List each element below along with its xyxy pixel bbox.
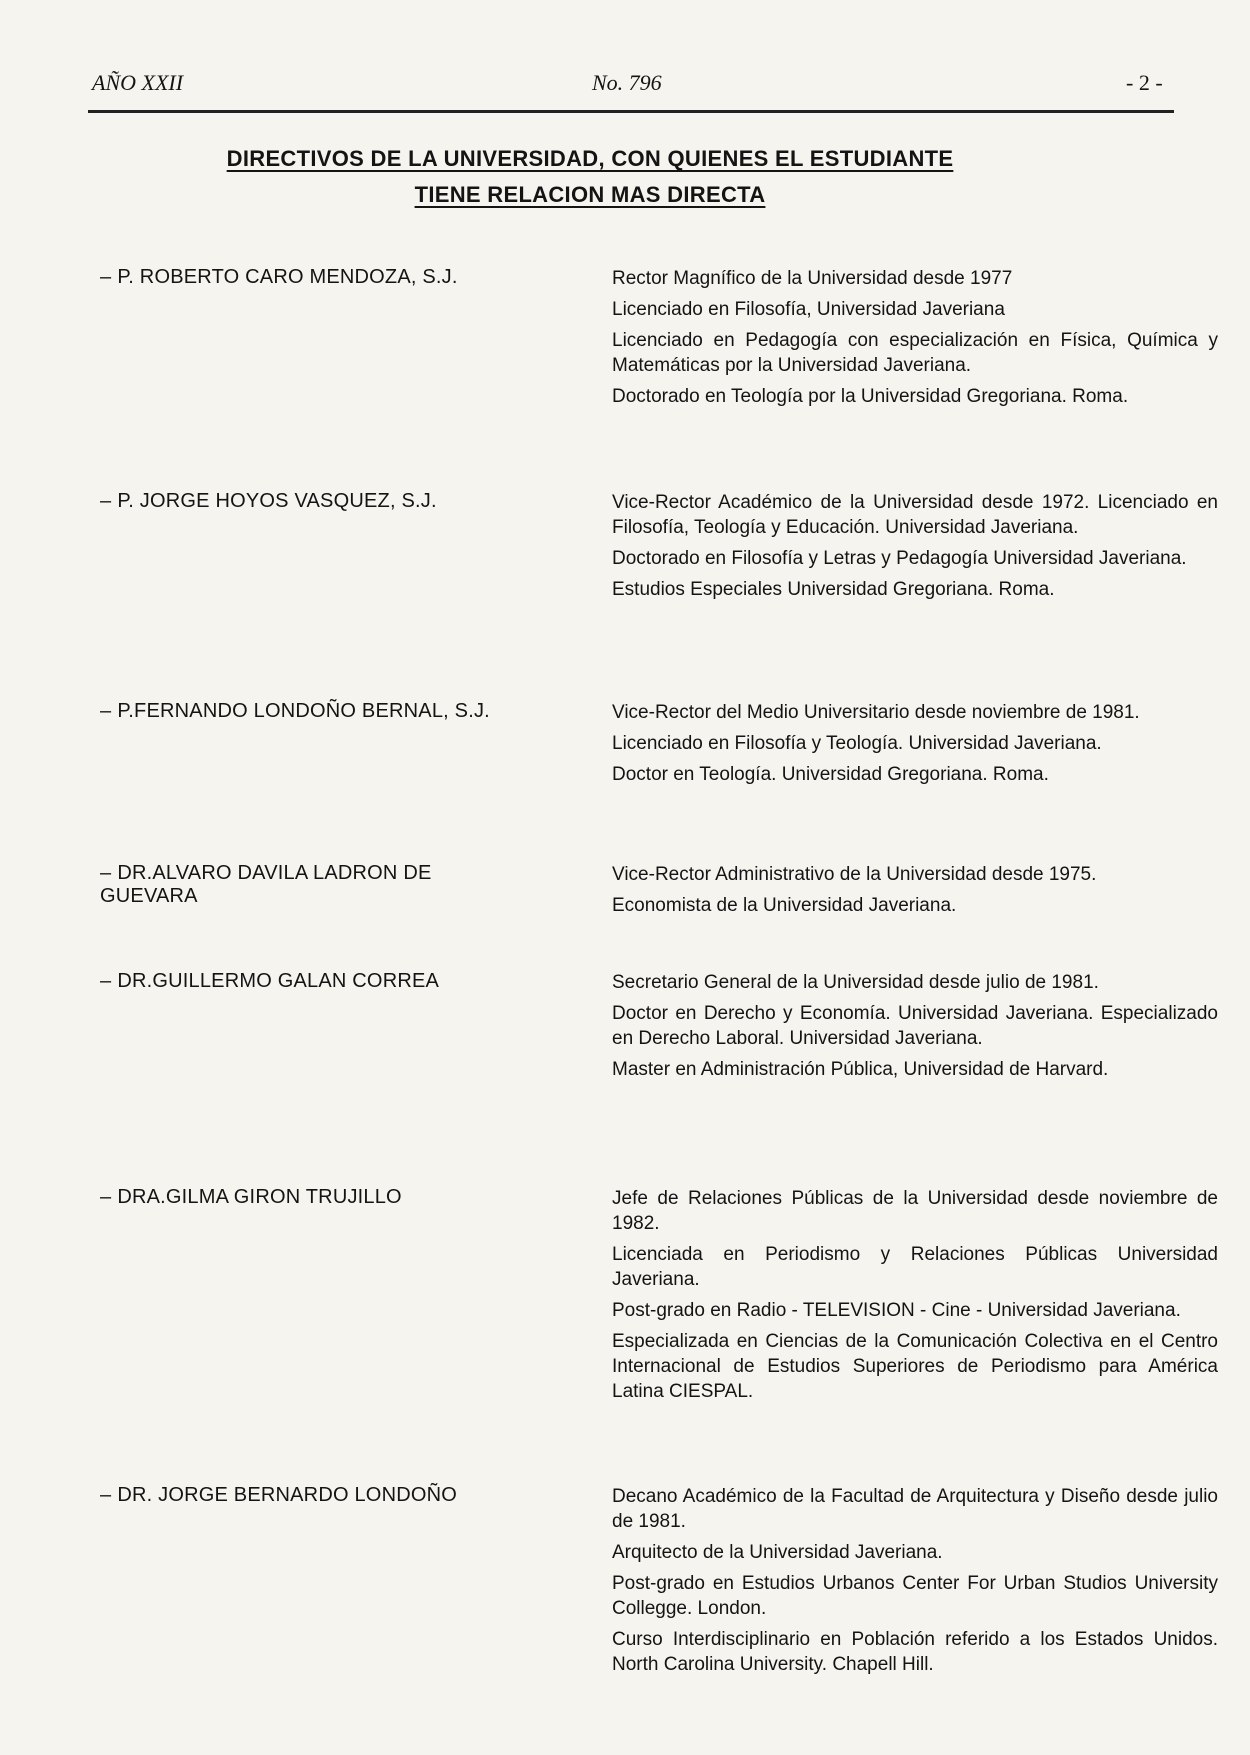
page-title-line-1: DIRECTIVOS DE LA UNIVERSIDAD, CON QUIENES EL ESTUDIANTE — [226, 146, 954, 171]
entry-dash: – — [100, 490, 112, 512]
entry-bio — [612, 1484, 1218, 1677]
entry-name — [100, 266, 520, 289]
entry-name-text: DR.GUILLERMO GALAN CORREA — [117, 970, 440, 992]
header-year: AÑO XXII — [92, 70, 184, 95]
entry-dash: – — [100, 266, 112, 288]
entry-name-text: DR. JORGE BERNARDO LONDOÑO — [117, 1484, 458, 1506]
bio-paragraph: Economista de la Universidad Javeriana. — [612, 895, 957, 916]
page-title-line-2: TIENE RELACION MAS DIRECTA — [414, 182, 766, 207]
entry-bio — [612, 970, 1218, 1082]
entry-name — [100, 1484, 520, 1507]
entry-name-text: P. JORGE HOYOS VASQUEZ, S.J. — [117, 490, 437, 512]
bio-paragraph: Curso Interdisciplinario en Población referido a los Estados Unidos. North Carolina University. Chapell Hill. — [612, 1629, 1218, 1675]
entry-dash: – — [100, 1186, 112, 1208]
entry-name — [100, 700, 520, 723]
entry-bio — [612, 862, 1218, 918]
bio-paragraph: Licenciado en Filosofía y Teología. Universidad Javeriana. — [612, 733, 1102, 754]
entry-name-text: P. ROBERTO CARO MENDOZA, S.J. — [117, 266, 458, 288]
bio-paragraph: Doctor en Derecho y Economía. Universidad Javeriana. Especializado en Derecho Laboral. Universidad Javeriana. — [612, 1003, 1218, 1049]
bio-paragraph: Doctorado en Filosofía y Letras y Pedagogía Universidad Javeriana. — [612, 548, 1187, 569]
entry-name — [100, 970, 520, 993]
entry-name-text: P.FERNANDO LONDOÑO BERNAL, S.J. — [117, 700, 490, 722]
entry-dash: – — [100, 1484, 112, 1506]
bio-paragraph: Master en Administración Pública, Universidad de Harvard. — [612, 1059, 1109, 1080]
entry-name — [100, 862, 520, 908]
entry-bio — [612, 490, 1218, 602]
header-divider — [88, 110, 1174, 113]
entry-name — [100, 1186, 520, 1209]
bio-paragraph: Vice-Rector Académico de la Universidad desde 1972. Licenciado en Filosofía, Teología y Educación. Universidad Javeriana. — [612, 492, 1218, 538]
bio-paragraph: Estudios Especiales Universidad Gregoriana. Roma. — [612, 579, 1055, 600]
entry-dash: – — [100, 862, 112, 884]
header-page-number: - 2 - — [1126, 70, 1163, 95]
entry-dash: – — [100, 970, 112, 992]
header-issue-number: No. 796 — [592, 70, 662, 95]
bio-paragraph: Vice-Rector del Medio Universitario desde noviembre de 1981. — [612, 702, 1140, 723]
bio-paragraph: Licenciado en Pedagogía con especialización en Física, Química y Matemáticas por la Universidad Javeriana. — [612, 330, 1218, 376]
bio-paragraph: Rector Magnífico de la Universidad desde 1977 — [612, 268, 1013, 289]
bio-paragraph: Decano Académico de la Facultad de Arquitectura y Diseño desde julio de 1981. — [612, 1486, 1218, 1532]
entry-bio — [612, 700, 1218, 787]
entry-name-text: DR.ALVARO DAVILA LADRON DE GUEVARA — [100, 862, 432, 907]
bio-paragraph: Especializada en Ciencias de la Comunicación Colectiva en el Centro Internacional de Estudios Superiores de Periodismo para América Latina CIESPAL. — [612, 1331, 1218, 1402]
bio-paragraph: Licenciado en Filosofía, Universidad Javeriana — [612, 299, 1005, 320]
entry-bio — [612, 266, 1218, 409]
entry-name-text: DRA.GILMA GIRON TRUJILLO — [117, 1186, 402, 1208]
bio-paragraph: Secretario General de la Universidad desde julio de 1981. — [612, 972, 1099, 993]
bio-paragraph: Post-grado en Estudios Urbanos Center For Urban Studios University Collegge. London. — [612, 1573, 1218, 1619]
bio-paragraph: Post-grado en Radio - TELEVISION - Cine - Universidad Javeriana. — [612, 1300, 1181, 1321]
bio-paragraph: Doctor en Teología. Universidad Gregoriana. Roma. — [612, 764, 1049, 785]
bio-paragraph: Jefe de Relaciones Públicas de la Universidad desde noviembre de 1982. — [612, 1188, 1218, 1234]
entry-dash: – — [100, 700, 112, 722]
bio-paragraph: Vice-Rector Administrativo de la Universidad desde 1975. — [612, 864, 1097, 885]
bio-paragraph: Licenciada en Periodismo y Relaciones Públicas Universidad Javeriana. — [612, 1244, 1218, 1290]
entry-bio — [612, 1186, 1218, 1404]
entry-name — [100, 490, 520, 513]
bio-paragraph: Arquitecto de la Universidad Javeriana. — [612, 1542, 943, 1563]
bio-paragraph: Doctorado en Teología por la Universidad Gregoriana. Roma. — [612, 386, 1129, 407]
